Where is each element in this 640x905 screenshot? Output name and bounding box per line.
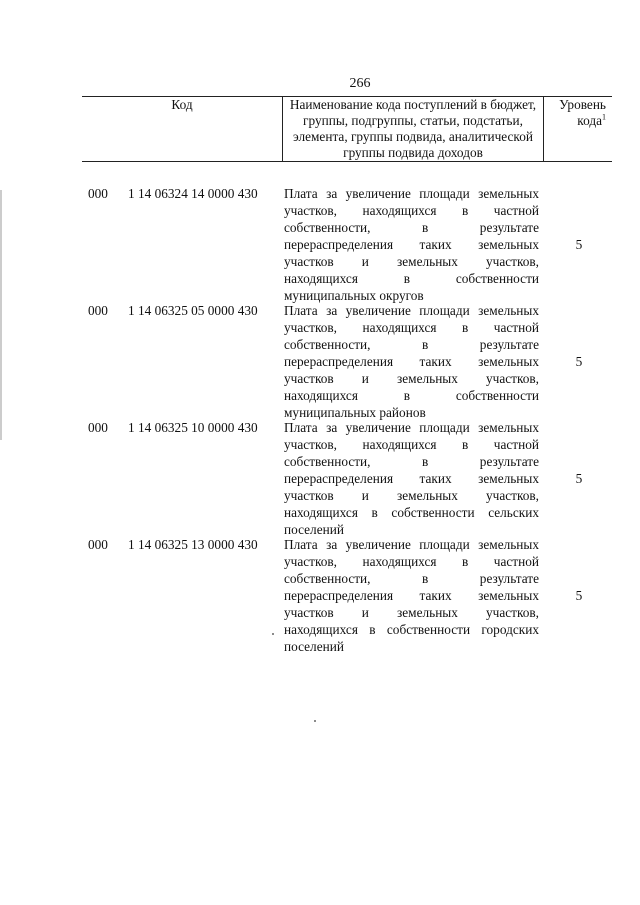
scan-speck xyxy=(314,720,316,722)
header-level xyxy=(544,97,613,162)
revenue-name: Плата за увеличение площади земельных участков, находящихся в частной собственности, в результате перераспределения таких земельных участков и земельных участков, находящихся в собственности муниципальных округов xyxy=(284,186,539,303)
header-level-label: Уровень кода$^1$ xyxy=(559,97,606,128)
admin-code: 000 xyxy=(88,420,108,435)
revenue-code: 1 14 06325 13 0000 430 xyxy=(128,537,258,552)
admin-code: 000 xyxy=(88,186,108,201)
table-row xyxy=(88,302,608,419)
revenue-code: 1 14 06325 05 0000 430 xyxy=(128,303,258,318)
table-row xyxy=(88,536,608,653)
revenue-name: Плата за увеличение площади земельных участков, находящихся в частной собственности, в результате перераспределения таких земельных участков и земельных участков, находящихся в собственности сельских поселений xyxy=(284,420,539,537)
table-header xyxy=(82,96,612,162)
revenue-code: 1 14 06324 14 0000 430 xyxy=(128,186,258,201)
table-body xyxy=(88,185,608,653)
code-level: 5 xyxy=(575,471,583,486)
revenue-name: Плата за увеличение площади земельных участков, находящихся в частной собственности, в результате перераспределения таких земельных участков и земельных участков, находящихся в собственности муниципальных районов xyxy=(284,303,539,420)
table-row xyxy=(88,185,608,302)
revenue-name: Плата за увеличение площади земельных участков, находящихся в частной собственности, в результате перераспределения таких земельных участков и земельных участков, находящихся в собственности городских поселений xyxy=(284,537,539,654)
revenue-code: 1 14 06325 10 0000 430 xyxy=(128,420,258,435)
admin-code: 000 xyxy=(88,537,108,552)
footnote-marker: 1 xyxy=(602,112,606,122)
header-name-label: Наименование кода поступлений в бюджет, группы, подгруппы, статьи, подстатьи, элемента, группы подвида, аналитической группы подвида доходов xyxy=(289,97,537,160)
code-level: 5 xyxy=(575,354,583,369)
scan-edge-shadow xyxy=(0,190,2,440)
code-level: 5 xyxy=(575,237,583,252)
header-name xyxy=(283,97,544,162)
page-number: 266 xyxy=(349,76,371,91)
scan-speck xyxy=(272,633,274,635)
header-code xyxy=(82,97,283,162)
header-code-label: Код xyxy=(171,97,193,112)
code-level: 5 xyxy=(575,588,583,603)
table-row xyxy=(88,419,608,536)
admin-code: 000 xyxy=(88,303,108,318)
